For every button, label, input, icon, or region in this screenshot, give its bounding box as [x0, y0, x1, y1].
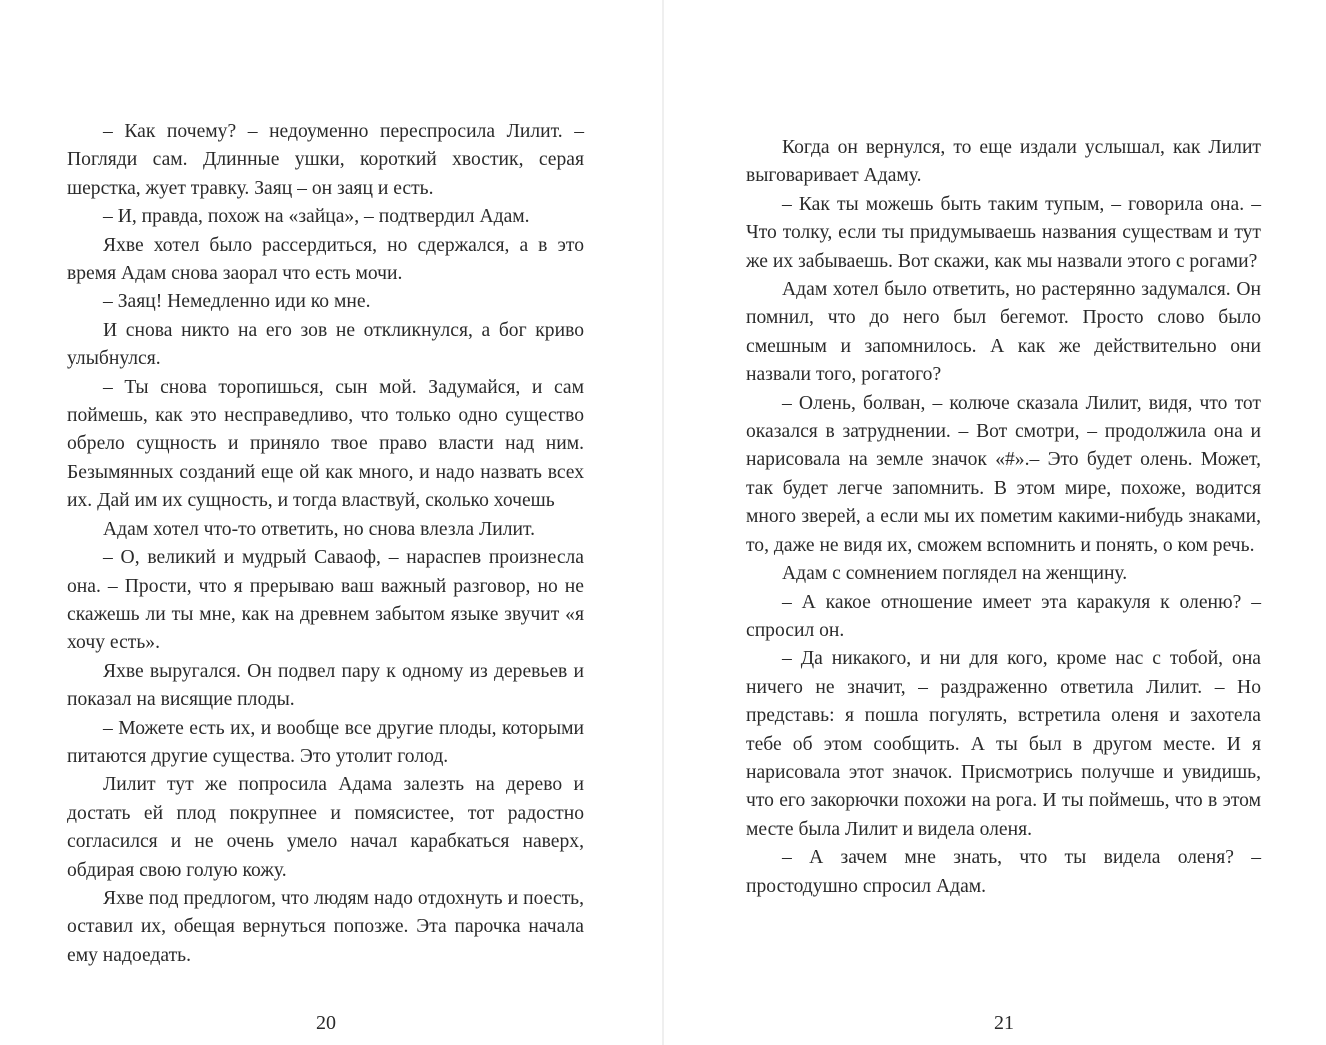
paragraph: Адам хотел было ответить, но растерянно задумался. Он помнил, что до него был бегемот. Просто слово было смешным и запомнилось. А как же действительно они назвали того, рогатого?	[746, 279, 1261, 386]
paragraph: И снова никто на его зов не откликнулся, а бог криво улыбнулся.	[67, 319, 584, 370]
right-page-text	[746, 134, 1261, 901]
paragraph: Яхве под предлогом, что людям надо отдохнуть и поесть, оставил их, обещая вернуться попозже. Эта парочка начала ему надоедать.	[67, 887, 584, 966]
paragraph: Лилит тут же попросила Адама залезть на дерево и достать ей плод покрупнее и помясистее, тот радостно согласился и не очень умело начал карабкаться наверх, обдирая свою голую кожу.	[67, 774, 584, 881]
paragraph: Яхве хотел было рассердиться, но сдержался, а в это время Адам снова заорал что есть мочи.	[67, 234, 584, 285]
paragraph: – Олень, болван, – колюче сказала Лилит, видя, что тот оказался в затруднении. – Вот смотри, – продолжила она и нарисовала на земле значок «#».– Это будет олень. Может, так будет легче запомнить. В этом мире, похоже, водится много зверей, а если мы их пометим какими-нибудь знаками, то, даже не видя их, сможем вспомнить и понять, о ком речь.	[746, 392, 1261, 556]
paragraph: – О, великий и мудрый Саваоф, – нараспев произнесла она. – Прости, что я прерываю ваш важный разговор, но не скажешь ли ты мне, как на древнем забытом языке звучит «я хочу есть».	[67, 547, 584, 654]
paragraph: Яхве выругался. Он подвел пару к одному из деревьев и показал на висящие плоды.	[67, 660, 584, 711]
paragraph: Адам с сомнением поглядел на женщину.	[782, 563, 1128, 585]
paragraph: – А зачем мне знать, что ты видела оленя? – простодушно спросил Адам.	[746, 847, 1261, 897]
paragraph: Адам хотел что-то ответить, но снова влезла Лилит.	[103, 518, 535, 540]
paragraph: – А какое отношение имеет эта каракуля к оленю? – спросил он.	[746, 591, 1261, 641]
paragraph: – И, правда, похож на «зайца», – подтвердил Адам.	[103, 206, 530, 228]
paragraph: – Заяц! Немедленно иди ко мне.	[103, 291, 371, 313]
paragraph: Когда он вернулся, то еще издали услышал, как Лилит выговаривает Адаму.	[746, 137, 1261, 187]
page-number: 21	[994, 1012, 1014, 1034]
paragraph: – Как почему? – недоуменно переспросила Лилит. – Погляди сам. Длинные ушки, короткий хвостик, серая шерстка, жует травку. Заяц – он заяц и есть.	[67, 121, 584, 199]
left-page-text	[67, 118, 584, 970]
page-number: 20	[316, 1012, 336, 1034]
paragraph: – Как ты можешь быть таким тупым, – говорила она. – Что толку, если ты придумываешь названия существам и тут же их забываешь. Вот скажи, как мы назвали этого с рогами?	[746, 193, 1261, 272]
paragraph: – Ты снова торопишься, сын мой. Задумайся, и сам поймешь, как это несправедливо, что только одно существо обрело сущность и приняло твое право власти над ним. Безымянных созданий еще ой как много, и надо назвать всех их. Дай им их сущность, и тогда властвуй, сколько хочешь	[67, 376, 584, 512]
right-page	[663, 0, 1326, 1045]
paragraph: – Можете есть их, и вообще все другие плоды, которыми питаются другие существа. Это утолит голод.	[67, 717, 584, 767]
paragraph: – Да никакого, и ни для кого, кроме нас с тобой, она ничего не значит, – раздраженно ответила Лилит. – Но представь: я пошла погулять, встретила оленя и захотела тебе об этом сообщить. А ты был в другом месте. И я нарисовала этот значок. Присмотрись получше и увидишь, что его закорючки похожи на рога. И ты поймешь, что в этом месте была Лилит и видела оленя.	[746, 648, 1261, 840]
